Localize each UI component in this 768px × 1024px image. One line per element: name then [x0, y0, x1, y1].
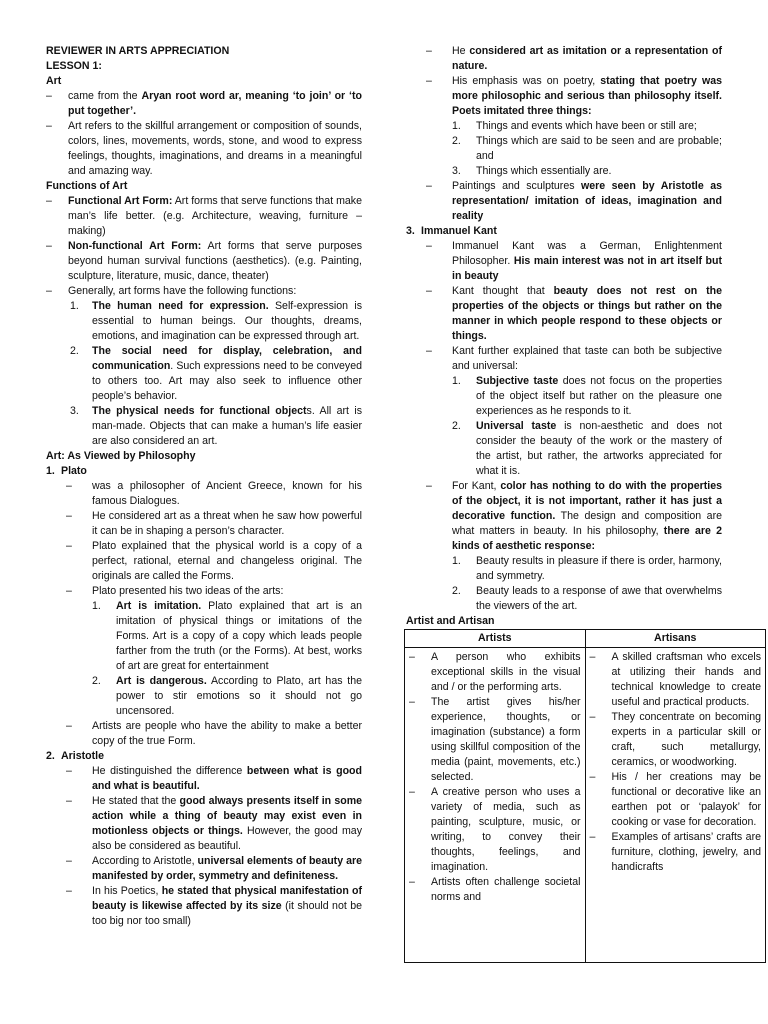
list-item	[66, 764, 362, 794]
list-marker: 1.	[452, 555, 461, 567]
list-item-text	[92, 884, 362, 929]
table-item-text: Examples of artisans’ crafts are furniture, clothing, jewelry, and handicrafts	[611, 831, 761, 873]
text-run: beauty does not rest on the properties of the objects or things but rather on the manner in which people respond to these objects or things.	[452, 285, 722, 342]
artisans-item	[590, 770, 762, 830]
text-run: The design and composition are what matters in beauty. In his philosophy,	[452, 510, 722, 537]
list-marker: 1.	[452, 120, 461, 132]
text-run: came from the	[68, 90, 142, 102]
text-run: Art: As Viewed by Philosophy	[46, 450, 196, 462]
list-item-text	[92, 509, 362, 539]
list-item-text	[476, 164, 722, 179]
text-run: REVIEWER IN ARTS APPRECIATION	[46, 45, 230, 57]
list-marker: –	[66, 540, 72, 552]
list-marker: –	[589, 651, 596, 663]
text-run: Art is imitation.	[116, 600, 202, 612]
list-item	[46, 119, 362, 179]
list-marker: –	[46, 120, 52, 132]
list-marker: 1.	[70, 300, 79, 312]
list-item-text	[421, 224, 722, 239]
list-marker: –	[66, 885, 72, 897]
text-run: . Such expressions need to be conveyed to others too. Art may also seek to influence other people’s behavior.	[92, 360, 362, 402]
list-marker: –	[46, 90, 52, 102]
text-run: Things which essentially are.	[476, 165, 612, 177]
list-marker: –	[426, 45, 432, 57]
left-column	[46, 44, 362, 929]
list-item-text	[452, 344, 722, 374]
list-marker: –	[426, 75, 432, 87]
text-run: (it should not be too big nor too small)	[92, 900, 363, 927]
list-marker: –	[589, 771, 596, 783]
list-item	[46, 239, 362, 284]
text-run: Kant thought that	[452, 285, 554, 297]
text-run: he stated that physical manifestation of beauty is likewise affected by its size	[92, 885, 363, 912]
list-item	[46, 749, 362, 764]
list-marker: 3.	[452, 165, 461, 177]
list-item	[46, 194, 362, 239]
list-item-text	[92, 479, 362, 509]
list-item	[66, 854, 362, 884]
list-marker: –	[426, 345, 432, 357]
table-item-text: A person who exhibits exceptional skills in the visual and / or the performing arts.	[431, 651, 581, 693]
right-column	[406, 44, 761, 963]
text-run: The physical needs for functional object	[92, 405, 307, 417]
table-item-text: A skilled craftsman who excels at utilizing their hands and technical knowledge to create useful and practical products.	[611, 651, 761, 708]
list-item	[66, 539, 362, 584]
list-marker: 1.	[92, 600, 101, 612]
text-run: His main interest was not in art itself but in beauty	[452, 255, 723, 282]
text-run: Artists are people who have the ability to make a better copy of the true Form.	[92, 720, 362, 747]
text-run: Immanuel Kant	[421, 225, 497, 237]
artisans-item	[590, 830, 762, 875]
list-marker: 2.	[70, 345, 79, 357]
list-item-text	[61, 749, 362, 764]
text-run: The social need for display, celebration, and communication	[92, 345, 362, 372]
list-item-text	[92, 404, 362, 449]
text-run: s. All art is man-made. Objects that can make a human’s life easier are also considered an art.	[92, 405, 362, 447]
text-run: Generally, art forms have the following functions:	[68, 285, 297, 297]
table-item-text: A creative person who uses a variety of media, such as painting, sculpture, music, or writing, to convey their thoughts, feelings, and imagination.	[431, 786, 581, 873]
list-item	[452, 554, 722, 584]
section-heading	[46, 59, 362, 74]
list-item-text	[452, 479, 722, 554]
text-run: Plato explained that art is an imitation of physical things or imitations of the Forms. Art is a copy of a copy which leads people farther from the truth (or the Forms). At best, works of art are great for entertainment	[116, 600, 362, 672]
list-item-text	[452, 44, 722, 74]
list-marker: 1.	[452, 375, 461, 387]
artists-item	[409, 785, 581, 875]
text-run: Functional Art Form:	[68, 195, 173, 207]
text-run: Kant further explained that taste can both be subjective and universal:	[452, 345, 722, 372]
list-marker: –	[66, 480, 72, 492]
text-run: For Kant,	[452, 480, 501, 492]
list-item-text	[68, 194, 362, 239]
list-item	[406, 224, 722, 239]
table-item-text: Artists often challenge societal norms and	[431, 876, 581, 903]
list-marker: 2.	[452, 420, 461, 432]
list-item	[426, 74, 722, 119]
artisans-item	[590, 650, 762, 710]
list-item-text	[452, 74, 722, 119]
list-item	[66, 794, 362, 854]
list-item-text	[68, 284, 362, 299]
list-item-text	[116, 674, 362, 719]
text-run: His emphasis was on poetry,	[452, 75, 601, 87]
section-heading	[46, 449, 362, 464]
table-item-text: His / her creations may be functional or decorative like an earthen pot or ‘palayok’ for cooking or vase for decoration.	[611, 771, 761, 828]
list-item-text	[92, 719, 362, 749]
section-heading	[406, 614, 722, 629]
section-heading	[46, 74, 362, 89]
list-item-text	[92, 539, 362, 584]
text-run: He distinguished the difference	[92, 765, 247, 777]
list-marker: –	[589, 831, 596, 843]
list-marker: –	[66, 720, 72, 732]
text-run: Artist and Artisan	[406, 615, 495, 627]
section-heading	[46, 179, 362, 194]
list-item	[426, 479, 722, 554]
list-marker: –	[66, 585, 72, 597]
list-item	[452, 419, 722, 479]
list-item-text	[92, 854, 362, 884]
list-item-text	[452, 284, 722, 344]
list-item-text	[92, 584, 362, 599]
list-item	[426, 284, 722, 344]
text-run: In his Poetics,	[92, 885, 162, 897]
list-marker: –	[66, 510, 72, 522]
text-run: Universal taste	[476, 420, 557, 432]
list-item-text	[476, 419, 722, 479]
list-item-text	[68, 239, 362, 284]
table-header-artisans: Artisans	[585, 630, 766, 648]
list-item	[66, 719, 362, 749]
list-marker: 1.	[46, 465, 55, 477]
list-item	[452, 584, 722, 614]
list-item-text	[476, 584, 722, 614]
text-run: He stated that the	[92, 795, 180, 807]
text-run: universal elements of beauty are manifested by order, symmetry and definiteness.	[92, 855, 362, 882]
list-marker: –	[66, 795, 72, 807]
text-run: there are 2 kinds of aesthetic response:	[452, 525, 722, 552]
text-run: Self-expression is essential to human beings. Our thoughts, dreams, emotions, and imagination can be expressed through art.	[92, 300, 362, 342]
text-run: were seen by Aristotle as representation/ imitation of ideas, imagination and reality	[452, 180, 722, 222]
text-run: Art forms that serve functions that make man’s life better. (e.g. Architecture, weaving, furniture – making)	[68, 195, 362, 237]
list-item	[426, 179, 722, 224]
list-marker: –	[46, 195, 52, 207]
text-run: The human need for expression.	[92, 300, 269, 312]
list-item-text	[92, 764, 362, 794]
artists-item	[409, 650, 581, 695]
list-item-text	[92, 344, 362, 404]
text-run: Art	[46, 75, 62, 87]
text-run: considered art as imitation or a representation of nature.	[452, 45, 722, 72]
text-run: According to Aristotle,	[92, 855, 198, 867]
artisans-item	[590, 710, 762, 770]
text-run: between what is good and what is beautiful.	[92, 765, 362, 792]
list-item-text	[452, 239, 722, 284]
text-run: Aryan root word ar, meaning ‘to join’ or ‘to put together’.	[68, 90, 362, 117]
list-marker: 2.	[452, 585, 461, 597]
text-run: Things and events which have been or still are;	[476, 120, 697, 132]
list-item-text	[452, 179, 722, 224]
text-run: Functions of Art	[46, 180, 128, 192]
text-run: color has nothing to do with the properties of the object, it is not important, rather it has just a decorative function.	[452, 480, 722, 522]
text-run: LESSON 1:	[46, 60, 102, 72]
list-item	[66, 584, 362, 599]
list-item	[452, 374, 722, 419]
artists-item	[409, 875, 581, 905]
table-header-artists: Artists	[405, 630, 586, 648]
list-item	[70, 344, 362, 404]
list-marker: 3.	[406, 225, 415, 237]
list-marker: –	[46, 240, 52, 252]
text-run: Immanuel Kant was a German, Enlightenment Philosopher.	[452, 240, 722, 267]
list-marker: –	[426, 480, 432, 492]
list-marker: 3.	[70, 405, 79, 417]
list-item-text	[92, 794, 362, 854]
text-run: However, the good may also be considered as beautiful.	[92, 825, 362, 852]
text-run: good always presents itself in some action while a thing of beauty may exist even in motionless objects or things.	[92, 795, 363, 837]
list-marker: –	[426, 285, 432, 297]
list-item	[46, 89, 362, 119]
text-run: Art is dangerous.	[116, 675, 207, 687]
text-run: Plato explained that the physical world is a copy of a perfect, rational, eternal and changeless original. The originals are called the Forms.	[92, 540, 362, 582]
text-run: stating that poetry was more philosophic and serious than philosophy itself. Poets imitated three things:	[452, 75, 722, 117]
list-marker: –	[46, 285, 52, 297]
list-marker: –	[66, 765, 72, 777]
list-item-text	[476, 119, 722, 134]
list-item	[66, 884, 362, 929]
artisans-cell	[585, 648, 766, 963]
list-item-text	[68, 89, 362, 119]
text-run: Plato presented his two ideas of the arts:	[92, 585, 284, 597]
list-item-text	[68, 119, 362, 179]
text-run: is non-aesthetic and does not consider the beauty of the work or the mastery of the artist, but rather, the artworks appreciated for what it is.	[476, 420, 722, 477]
list-marker: –	[426, 180, 432, 192]
section-heading	[46, 44, 362, 59]
list-item	[70, 299, 362, 344]
text-run: Plato	[61, 465, 87, 477]
list-item-text	[476, 554, 722, 584]
text-run: Non-functional Art Form:	[68, 240, 202, 252]
list-item	[46, 284, 362, 299]
list-marker: –	[589, 711, 596, 723]
list-item-text	[476, 374, 722, 419]
text-run: Art forms that serve purposes beyond human survival functions (aesthetics). (e.g. Painting, sculpture, literature, music, dance, theater)	[68, 240, 362, 282]
text-run: was a philosopher of Ancient Greece, known for his famous Dialogues.	[92, 480, 362, 507]
list-marker: –	[409, 876, 415, 888]
list-item	[70, 404, 362, 449]
list-item	[46, 464, 362, 479]
list-marker: 2.	[92, 675, 101, 687]
list-item	[452, 134, 722, 164]
list-marker: –	[409, 696, 415, 708]
list-marker: –	[409, 786, 415, 798]
list-marker: –	[409, 651, 415, 663]
list-item-text	[116, 599, 362, 674]
list-item-text	[61, 464, 362, 479]
text-run: Subjective taste	[476, 375, 559, 387]
list-marker: 2.	[46, 750, 55, 762]
text-run: Beauty leads to a response of awe that overwhelms the viewers of the art.	[476, 585, 722, 612]
list-item	[92, 674, 362, 719]
text-run: He	[452, 45, 470, 57]
list-item	[452, 164, 722, 179]
list-item	[452, 119, 722, 134]
list-marker: –	[66, 855, 72, 867]
text-run: According to Plato, art has the power to stir emotions so it should not go uncensored.	[116, 675, 363, 717]
list-marker: –	[426, 240, 432, 252]
artists-cell	[405, 648, 586, 963]
text-run: Beauty results in pleasure if there is order, harmony, and symmetry.	[476, 555, 722, 582]
text-run: Things which are said to be seen and are probable; and	[476, 135, 722, 162]
list-item	[426, 344, 722, 374]
text-run: Aristotle	[61, 750, 104, 762]
list-marker: 2.	[452, 135, 461, 147]
text-run: Art refers to the skillful arrangement or composition of sounds, colors, lines, movements, words, stone, and wood to express feelings, thoughts, imaginations, and dreams in a meaningful and amazing way.	[68, 120, 362, 177]
list-item	[66, 509, 362, 539]
text-run: He considered art as a threat when he saw how powerful it can be in shaping a person’s character.	[92, 510, 362, 537]
list-item	[92, 599, 362, 674]
list-item	[66, 479, 362, 509]
list-item-text	[92, 299, 362, 344]
table-item-text: They concentrate on becoming experts in a particular skill or craft, such metallurgy, ceramics, or woodworking.	[611, 711, 761, 768]
artists-item	[409, 695, 581, 785]
table-item-text: The artist gives his/her experience, thoughts, or imagination (substance) a form using skillful composition of the media (paint, movements, etc.) selected.	[431, 696, 581, 783]
right-column-blocks	[406, 44, 722, 629]
list-item	[426, 44, 722, 74]
text-run: does not focus on the properties of the object itself but rather on the pleasure one experiences as he responds to it.	[476, 375, 722, 417]
text-run: Paintings and sculptures	[452, 180, 582, 192]
artist-artisan-table	[404, 629, 766, 963]
list-item-text	[476, 134, 722, 164]
list-item	[426, 239, 722, 284]
